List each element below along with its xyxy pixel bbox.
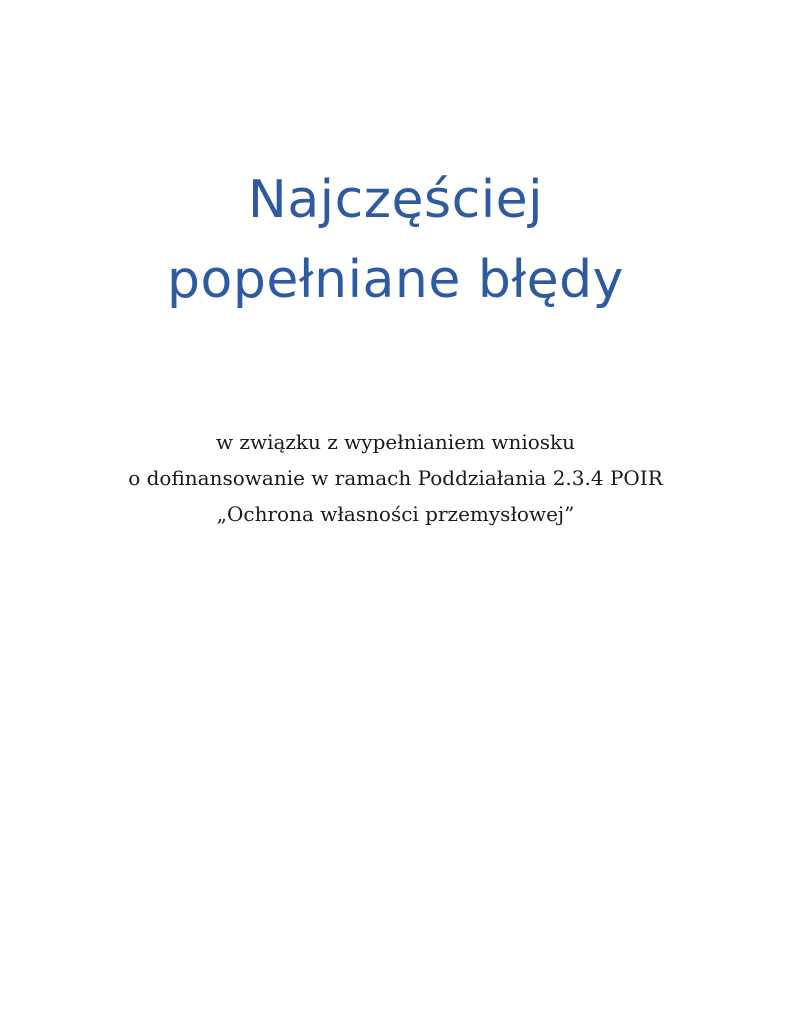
document-subtitle (0, 424, 791, 532)
subtitle-line-3: „Ochrona własności przemysłowej” (216, 502, 575, 526)
subtitle-line-2: o dofinansowanie w ramach Poddziałania 2.3.4 POIR (128, 466, 663, 490)
title-line-1: Najczęściej (247, 170, 544, 230)
subtitle-line-1: w związku z wypełnianiem wniosku (215, 430, 576, 454)
title-line-2: popełniane błędy (167, 250, 624, 310)
document-title (0, 160, 791, 320)
